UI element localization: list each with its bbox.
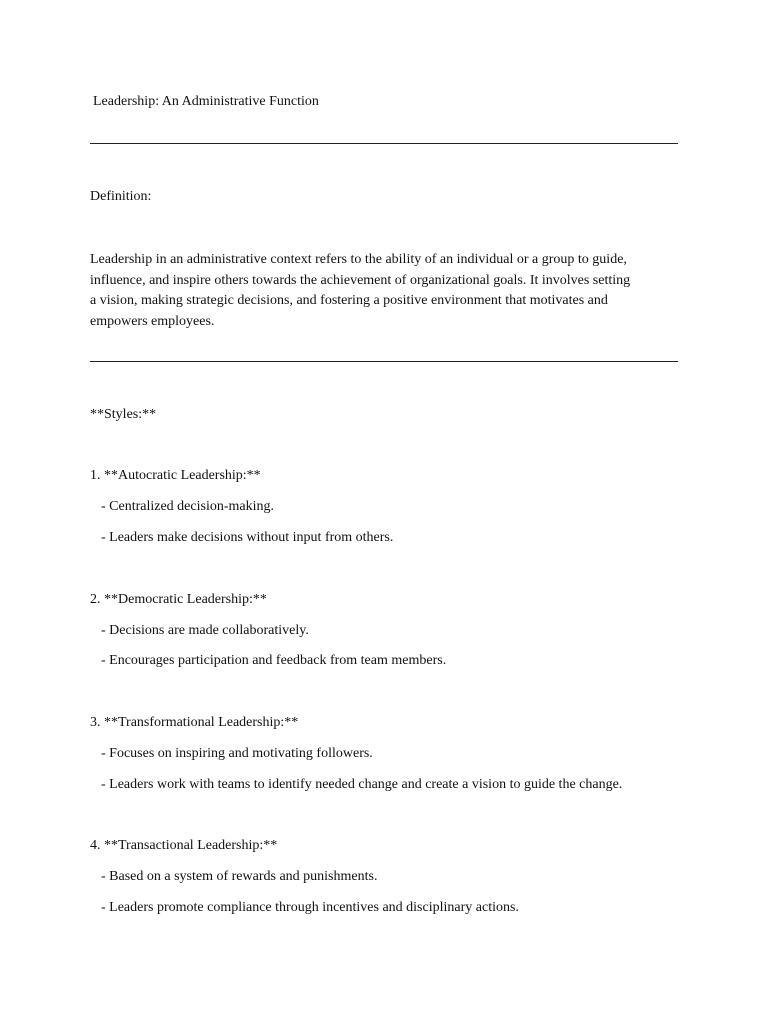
definition-line: a vision, making strategic decisions, and fostering a positive environment that motivates and (90, 293, 608, 308)
styles-heading: **Styles:** (90, 407, 157, 422)
style-heading: 1. **Autocratic Leadership:** (90, 468, 261, 483)
style-point: - Based on a system of rewards and punishments. (101, 869, 378, 884)
style-point: - Focuses on inspiring and motivating followers. (101, 746, 373, 761)
style-heading: 4. **Transactional Leadership:** (90, 838, 278, 853)
style-point: - Decisions are made collaboratively. (101, 623, 309, 638)
style-heading: 2. **Democratic Leadership:** (90, 592, 267, 607)
style-point: - Leaders promote compliance through incentives and disciplinary actions. (101, 900, 519, 915)
style-heading: 3. **Transformational Leadership:** (90, 715, 299, 730)
definition-paragraph (90, 250, 680, 332)
horizontal-divider (90, 143, 678, 144)
style-point: - Leaders work with teams to identify needed change and create a vision to guide the change. (101, 777, 623, 792)
document-title: Leadership: An Administrative Function (93, 94, 319, 109)
style-point: - Leaders make decisions without input from others. (101, 530, 394, 545)
style-point: - Encourages participation and feedback from team members. (101, 653, 447, 668)
horizontal-divider (90, 361, 678, 362)
style-point: - Centralized decision-making. (101, 499, 274, 514)
definition-line: empowers employees. (90, 313, 215, 329)
definition-heading: Definition: (90, 189, 152, 204)
definition-line: Leadership in an administrative context refers to the ability of an individual or a group to guide, (90, 252, 627, 267)
definition-line: influence, and inspire others towards the achievement of organizational goals. It involves setting (90, 272, 631, 288)
